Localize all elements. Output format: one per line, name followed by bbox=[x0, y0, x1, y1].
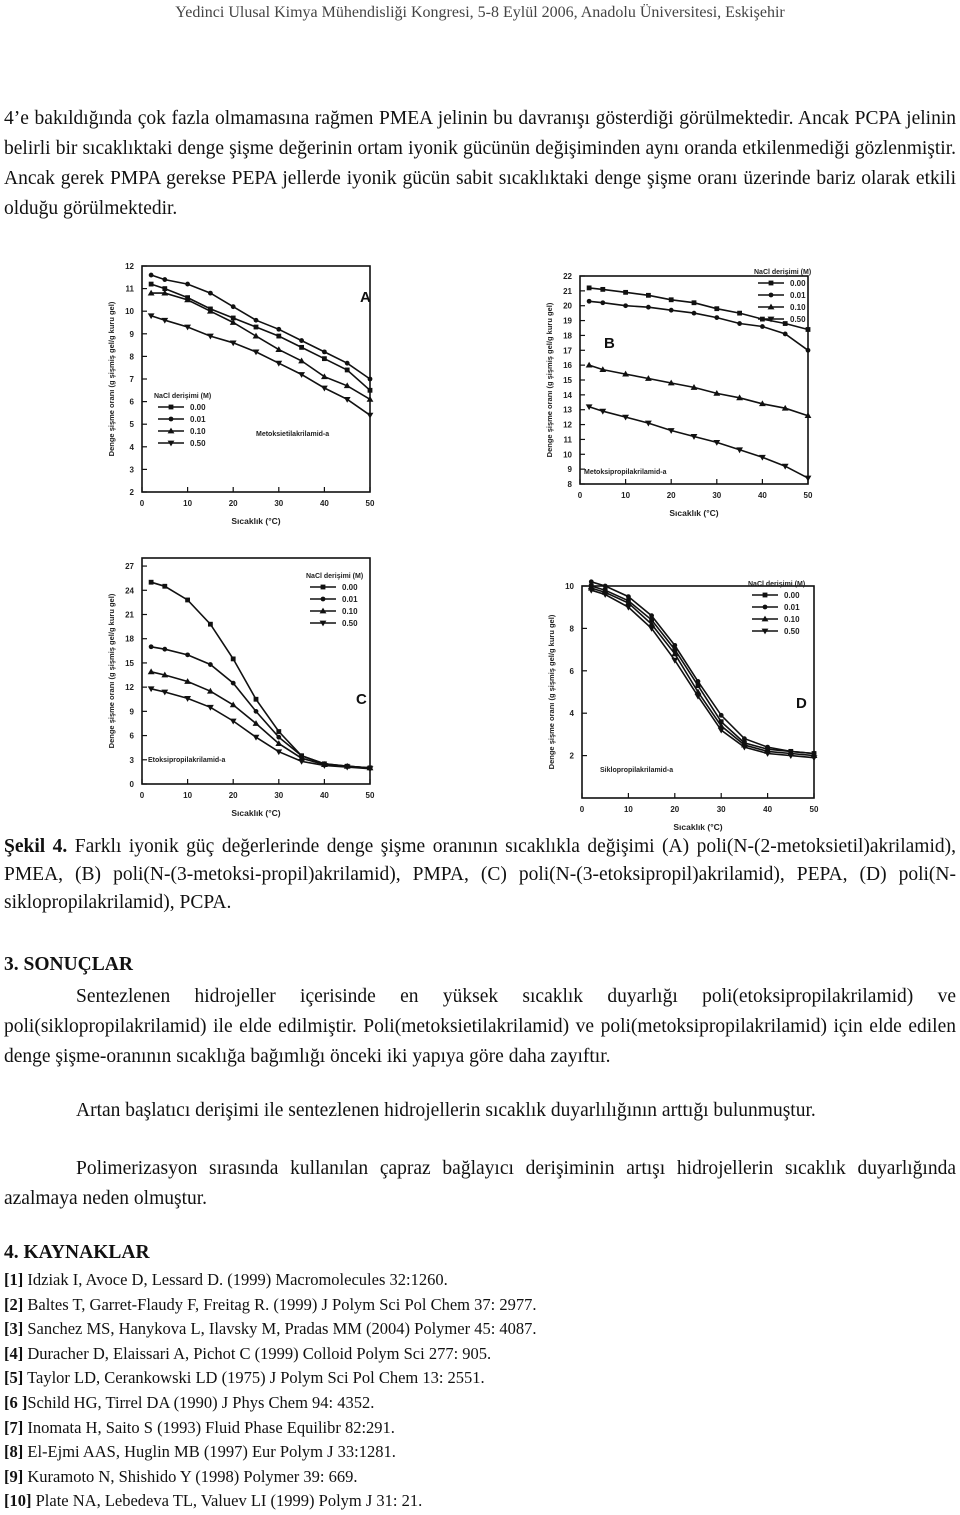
y-tick-label: 24 bbox=[125, 586, 134, 596]
x-tick-label: 30 bbox=[716, 805, 726, 814]
data-point bbox=[763, 593, 768, 598]
series-line bbox=[151, 672, 370, 768]
series-0.10 bbox=[148, 290, 374, 402]
legend-label: 0.01 bbox=[190, 415, 206, 424]
data-point bbox=[276, 334, 281, 339]
x-tick-label: 10 bbox=[183, 791, 193, 800]
data-point bbox=[367, 413, 374, 419]
series-line bbox=[151, 293, 370, 399]
data-point bbox=[321, 597, 326, 602]
reference-item: [10] Plate NA, Lebedeva TL, Valuev LI (1999) Polym J 31: 21. bbox=[4, 1491, 423, 1511]
panel-letter: A bbox=[360, 289, 371, 306]
data-point bbox=[763, 605, 768, 610]
data-point bbox=[185, 598, 190, 603]
reference-item: [5] Taylor LD, Cerankowski LD (1975) J Polym Sci Pol Chem 13: 2551. bbox=[4, 1368, 485, 1388]
x-tick-label: 40 bbox=[757, 491, 767, 500]
y-axis-label: Denge şişme oranı (g şişmiş gel/g kuru gel) bbox=[545, 302, 554, 458]
data-point bbox=[696, 679, 701, 684]
y-tick-label: 9 bbox=[567, 465, 572, 475]
reference-item: [9] Kuramoto N, Shishido Y (1998) Polymer 39: 669. bbox=[4, 1466, 358, 1486]
series-0.10 bbox=[586, 362, 812, 418]
series-0.00 bbox=[587, 285, 811, 331]
data-point bbox=[367, 396, 374, 402]
chart-b bbox=[532, 262, 842, 534]
data-point bbox=[646, 293, 651, 298]
data-point bbox=[805, 476, 812, 482]
y-tick-label: 9 bbox=[129, 707, 134, 717]
series-0.00 bbox=[149, 580, 373, 770]
data-point bbox=[345, 368, 350, 373]
x-axis-label: Sıcaklık (°C) bbox=[231, 516, 281, 526]
data-point bbox=[254, 709, 259, 714]
chart-panel-c bbox=[96, 550, 396, 822]
data-point bbox=[162, 277, 167, 282]
y-tick-label: 15 bbox=[563, 376, 572, 385]
data-point bbox=[276, 327, 281, 332]
series-0.50 bbox=[588, 588, 818, 761]
y-tick-label: 8 bbox=[129, 352, 134, 362]
data-point bbox=[185, 282, 190, 287]
legend-label: 0.01 bbox=[784, 603, 800, 612]
legend-label: 0.00 bbox=[784, 591, 800, 600]
reference-item: [7] Inomata H, Saito S (1993) Fluid Phase Equilibr 82:291. bbox=[4, 1417, 395, 1437]
intro-paragraph: 4’e bakıldığında çok fazla olmamasına rağmen PMEA jelinin bu davranışı gösterdiği görülmektedir. Ancak PCPA jelinin belirli bir sıcaklıktaki denge şişme değerinin ortam iyonik gücünün değişiminden aynı oranda etkilenmediği gözlenmiştir. Ancak gerek PMPA gerekse PEPA jellerde iyonik gücün sabit sıcaklıktaki denge şişme oranı üzerinde bariz olarak etkili olduğu görülmektedir. bbox=[4, 108, 956, 219]
chart-annotation: Etoksipropilakrilamid-a bbox=[148, 757, 226, 764]
data-point bbox=[254, 697, 259, 702]
reference-list bbox=[4, 1268, 956, 1514]
y-tick-label: 21 bbox=[563, 286, 572, 296]
x-tick-label: 30 bbox=[274, 791, 284, 800]
y-tick-label: 27 bbox=[125, 562, 134, 572]
chart-panel-a bbox=[96, 258, 396, 530]
section-4-title: 4. KAYNAKLAR bbox=[4, 1242, 150, 1263]
legend bbox=[306, 573, 363, 628]
data-point bbox=[185, 652, 190, 657]
series-line bbox=[589, 365, 808, 416]
data-point bbox=[692, 311, 697, 316]
data-point bbox=[719, 713, 724, 718]
x-tick-label: 0 bbox=[579, 805, 585, 814]
chart-annotation: Metoksietilakrilamid-a bbox=[256, 431, 330, 438]
section-3-paragraph-2: Artan başlatıcı derişimi ile sentezlenen hidrojellerin sıcaklık duyarlılığının arttığı bulunmuştur. bbox=[76, 1100, 816, 1121]
legend-title: NaCl derişimi (M) bbox=[306, 573, 364, 580]
y-tick-label: 10 bbox=[565, 582, 574, 591]
data-point bbox=[783, 321, 788, 326]
y-tick-label: 4 bbox=[129, 442, 134, 452]
data-point bbox=[149, 282, 154, 287]
y-tick-label: 3 bbox=[129, 465, 134, 475]
x-axis-label: Sıcaklık (°C) bbox=[669, 508, 719, 518]
data-point bbox=[162, 647, 167, 652]
x-tick-label: 0 bbox=[139, 791, 145, 800]
y-tick-label: 7 bbox=[129, 375, 134, 384]
legend bbox=[748, 581, 805, 636]
y-tick-label: 17 bbox=[563, 346, 572, 356]
data-point bbox=[623, 303, 628, 308]
data-point bbox=[254, 325, 259, 330]
legend-label: 0.10 bbox=[790, 303, 806, 312]
x-tick-label: 50 bbox=[365, 791, 375, 800]
data-point bbox=[208, 662, 213, 667]
data-point bbox=[806, 348, 811, 353]
plot-frame bbox=[142, 558, 370, 784]
running-header: Yedinci Ulusal Kimya Mühendisliği Kongresi, 5-8 Eylül 2006, Anadolu Üniversitesi, Eskişehir bbox=[175, 4, 785, 21]
legend-label: 0.50 bbox=[190, 439, 206, 448]
reference-item: [6 ]Schild HG, Tirrel DA (1990) J Phys Chem 94: 4352. bbox=[4, 1392, 375, 1412]
data-point bbox=[769, 293, 774, 298]
data-point bbox=[589, 579, 594, 584]
data-point bbox=[299, 345, 304, 350]
y-tick-label: 10 bbox=[563, 450, 572, 460]
x-tick-label: 50 bbox=[809, 805, 819, 814]
y-tick-label: 2 bbox=[129, 488, 134, 497]
y-tick-label: 3 bbox=[129, 755, 134, 765]
series-0.10 bbox=[148, 668, 374, 770]
chart-c bbox=[96, 550, 396, 822]
y-tick-label: 5 bbox=[129, 420, 134, 430]
series-0.10 bbox=[588, 585, 818, 758]
data-point bbox=[149, 644, 154, 649]
data-point bbox=[299, 338, 304, 343]
data-point bbox=[208, 291, 213, 296]
series-line bbox=[591, 588, 814, 756]
series-0.00 bbox=[589, 584, 817, 756]
y-tick-label: 6 bbox=[129, 397, 134, 407]
y-tick-label: 2 bbox=[569, 751, 574, 761]
x-tick-label: 20 bbox=[228, 499, 238, 508]
x-tick-label: 20 bbox=[228, 791, 238, 800]
y-axis-label: Denge şişme oranı (g şişmiş gel/g kuru gel) bbox=[107, 593, 116, 749]
y-tick-label: 6 bbox=[129, 731, 134, 741]
data-point bbox=[600, 287, 605, 292]
data-point bbox=[322, 356, 327, 361]
series-line bbox=[591, 590, 814, 758]
legend-label: 0.00 bbox=[342, 583, 358, 592]
legend-label: 0.50 bbox=[342, 619, 358, 628]
x-tick-label: 30 bbox=[274, 499, 284, 508]
x-tick-label: 40 bbox=[763, 805, 773, 814]
section-3-paragraph-3: Polimerizasyon sırasında kullanılan çapraz bağlayıcı derişiminin artışı hidrojellerin sıcaklık duyarlığında azalmaya neden olmuştur. bbox=[4, 1158, 956, 1209]
data-point bbox=[149, 273, 154, 278]
y-tick-label: 20 bbox=[563, 301, 572, 311]
legend-label: 0.00 bbox=[790, 279, 806, 288]
x-axis-label: Sıcaklık (°C) bbox=[231, 808, 281, 818]
data-point bbox=[692, 300, 697, 305]
legend-label: 0.01 bbox=[790, 291, 806, 300]
y-tick-label: 8 bbox=[569, 624, 574, 634]
y-axis-label: Denge şişme oranı (g şişmiş gel/g kuru gel) bbox=[107, 301, 116, 457]
y-tick-label: 8 bbox=[567, 480, 572, 489]
legend-label: 0.10 bbox=[784, 615, 800, 624]
y-tick-label: 13 bbox=[563, 405, 572, 415]
y-axis-label: Denge şişme oranı (g şişmiş gel/g kuru gel) bbox=[547, 614, 556, 770]
series-line bbox=[591, 582, 814, 754]
data-point bbox=[626, 594, 631, 599]
data-point bbox=[714, 315, 719, 320]
data-point bbox=[714, 306, 719, 311]
legend-title: NaCl derişimi (M) bbox=[754, 269, 812, 276]
y-tick-label: 18 bbox=[563, 331, 572, 341]
legend-title: NaCl derişimi (M) bbox=[748, 581, 806, 588]
reference-item: [8] El-Ejmi AAS, Huglin MB (1997) Eur Polym J 33:1281. bbox=[4, 1442, 396, 1462]
y-tick-label: 10 bbox=[125, 307, 134, 317]
x-tick-label: 40 bbox=[319, 499, 329, 508]
x-tick-label: 20 bbox=[670, 805, 680, 814]
legend-label: 0.01 bbox=[342, 595, 358, 604]
data-point bbox=[231, 656, 236, 661]
y-tick-label: 21 bbox=[125, 610, 134, 620]
y-tick-label: 22 bbox=[563, 272, 572, 281]
series-line bbox=[589, 288, 808, 330]
x-tick-label: 0 bbox=[577, 491, 583, 500]
data-point bbox=[783, 332, 788, 337]
x-tick-label: 50 bbox=[365, 499, 375, 508]
figure-caption-text: Farklı iyonik güç değerlerinde denge şişme oranının sıcaklıkla değişimi (A) poli(N-(2-metoksietil)akrilamid), PMEA, (B) poli(N-(3-metoksi-propil)akrilamid), PMPA, (C) poli(N-(3-etoksipropil)akrilamid), PEPA, (D) poli(N-siklopropilakrilamid), PCPA. bbox=[4, 836, 956, 913]
reference-item: [4] Duracher D, Elaissari A, Pichot C (1999) Colloid Polym Sci 277: 905. bbox=[4, 1343, 492, 1363]
series-line bbox=[151, 275, 370, 379]
data-point bbox=[669, 297, 674, 302]
data-point bbox=[760, 324, 765, 329]
y-tick-label: 9 bbox=[129, 329, 134, 339]
legend bbox=[754, 269, 811, 324]
y-tick-label: 4 bbox=[569, 709, 574, 719]
data-point bbox=[254, 318, 259, 323]
data-point bbox=[322, 349, 327, 354]
y-tick-label: 11 bbox=[563, 435, 572, 445]
data-point bbox=[649, 613, 654, 618]
y-tick-label: 15 bbox=[125, 658, 134, 668]
data-point bbox=[231, 304, 236, 309]
y-tick-label: 12 bbox=[563, 420, 572, 430]
data-point bbox=[148, 668, 155, 674]
data-point bbox=[169, 405, 174, 410]
x-tick-label: 0 bbox=[139, 499, 145, 508]
panel-letter: C bbox=[356, 691, 367, 708]
y-tick-label: 19 bbox=[563, 316, 572, 326]
data-point bbox=[737, 321, 742, 326]
chart-panel-d bbox=[542, 578, 842, 836]
x-tick-label: 10 bbox=[621, 491, 631, 500]
data-point bbox=[368, 377, 373, 382]
data-point bbox=[345, 361, 350, 366]
x-axis-label: Sıcaklık (°C) bbox=[673, 822, 723, 832]
legend bbox=[154, 393, 211, 448]
panel-letter: B bbox=[604, 335, 615, 352]
data-point bbox=[586, 362, 593, 368]
reference-item: [2] Baltes T, Garret-Flaudy F, Freitag R. (1999) J Polym Sci Pol Chem 37: 2977. bbox=[4, 1294, 537, 1314]
x-tick-label: 30 bbox=[712, 491, 722, 500]
data-point bbox=[276, 735, 281, 740]
data-point bbox=[587, 285, 592, 290]
series-line bbox=[589, 407, 808, 478]
section-3-title: 3. SONUÇLAR bbox=[4, 954, 133, 975]
y-tick-label: 16 bbox=[563, 361, 572, 371]
data-point bbox=[587, 299, 592, 304]
data-point bbox=[769, 281, 774, 286]
data-point bbox=[169, 417, 174, 422]
data-point bbox=[321, 585, 326, 590]
data-point bbox=[669, 308, 674, 313]
x-tick-label: 10 bbox=[183, 499, 193, 508]
y-tick-label: 18 bbox=[125, 634, 134, 644]
chart-panel-b bbox=[532, 262, 842, 534]
figure-caption-label: Şekil 4. bbox=[4, 836, 68, 857]
series-0.01 bbox=[149, 644, 373, 770]
legend-label: 0.00 bbox=[190, 403, 206, 412]
series-line bbox=[151, 284, 370, 390]
data-point bbox=[672, 643, 677, 648]
section-3-paragraph-1: Sentezlenen hidrojeller içerisinde en yüksek sıcaklık duyarlığı poli(etoksipropilakrilamid) ve poli(siklopropilakrilamid) ile elde edilmiştir. Poli(metoksietilakrilamid) ve poli(metoksipropilakrilamid) için elde edilen denge şişme-oranının sıcaklığa bağımlığı önceki iki yapıya göre daha zayıftır. bbox=[4, 986, 956, 1067]
x-tick-label: 40 bbox=[319, 791, 329, 800]
chart-a bbox=[96, 258, 396, 530]
series-line bbox=[589, 301, 808, 350]
chart-d bbox=[542, 578, 842, 836]
reference-item: [1] Idziak I, Avoce D, Lessard D. (1999) Macromolecules 32:1260. bbox=[4, 1270, 448, 1289]
data-point bbox=[149, 580, 154, 585]
legend-label: 0.10 bbox=[342, 607, 358, 616]
plot-frame bbox=[142, 266, 370, 492]
data-point bbox=[208, 622, 213, 627]
data-point bbox=[231, 681, 236, 686]
figure-caption bbox=[4, 833, 956, 917]
y-tick-label: 6 bbox=[569, 666, 574, 676]
x-tick-label: 20 bbox=[666, 491, 676, 500]
data-point bbox=[742, 736, 747, 741]
legend-label: 0.50 bbox=[790, 315, 806, 324]
y-tick-label: 14 bbox=[563, 390, 572, 400]
data-point bbox=[646, 305, 651, 310]
y-tick-label: 11 bbox=[125, 284, 134, 294]
data-point bbox=[737, 311, 742, 316]
data-point bbox=[253, 735, 260, 741]
series-line bbox=[151, 647, 370, 768]
reference-item: [3] Sanchez MS, Hanykova L, Ilavsky M, Pradas MM (2004) Polymer 45: 4087. bbox=[4, 1319, 537, 1339]
legend-label: 0.50 bbox=[784, 627, 800, 636]
panel-letter: D bbox=[796, 695, 807, 712]
data-point bbox=[162, 584, 167, 589]
data-point bbox=[806, 327, 811, 332]
x-tick-label: 10 bbox=[623, 805, 633, 814]
legend-title: NaCl derişimi (M) bbox=[154, 393, 212, 400]
y-tick-label: 0 bbox=[129, 780, 134, 789]
data-point bbox=[603, 584, 608, 589]
chart-annotation: Metoksipropilakrilamid-a bbox=[584, 469, 667, 476]
y-tick-label: 12 bbox=[125, 262, 134, 271]
legend-label: 0.10 bbox=[190, 427, 206, 436]
series-0.01 bbox=[589, 579, 817, 756]
y-tick-label: 12 bbox=[125, 683, 134, 693]
data-point bbox=[368, 388, 373, 393]
data-point bbox=[600, 300, 605, 305]
chart-annotation: Siklopropilakrilamid-a bbox=[600, 767, 674, 774]
data-point bbox=[623, 290, 628, 295]
series-line bbox=[591, 586, 814, 754]
x-tick-label: 50 bbox=[803, 491, 813, 500]
data-point bbox=[276, 729, 281, 734]
